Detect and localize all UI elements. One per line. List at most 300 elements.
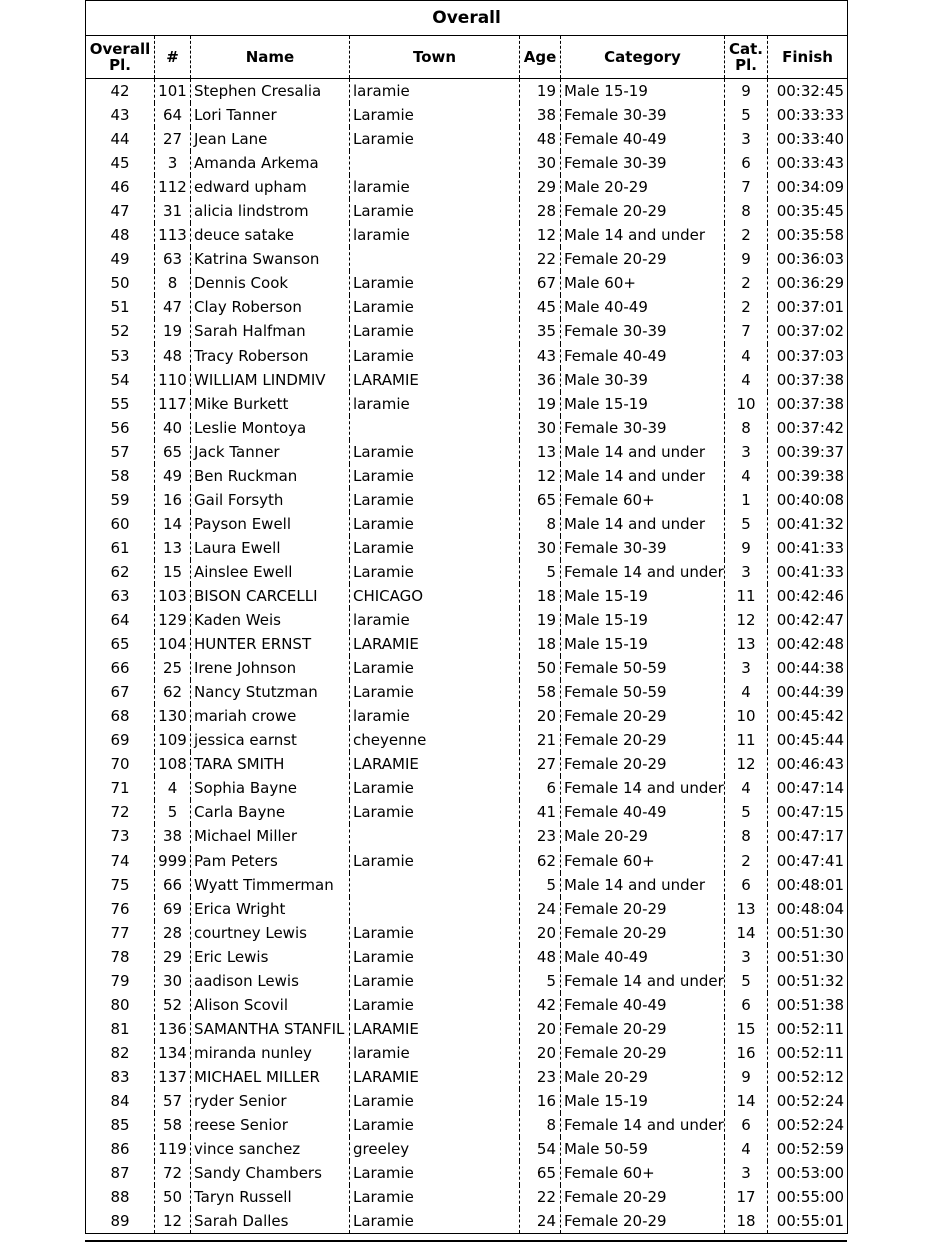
category-cell: Female 14 and under [561, 969, 725, 993]
table-row [86, 1209, 848, 1234]
table-row [86, 512, 848, 536]
finish-time-cell: 00:52:12 [768, 1065, 848, 1089]
category-place-cell: 6 [725, 1113, 768, 1137]
overall-place-cell: 61 [110, 538, 130, 557]
table-row [86, 151, 848, 175]
age-cell: 58 [520, 680, 561, 704]
name-cell: Jean Lane [191, 127, 350, 151]
category-place-cell: 14 [725, 921, 768, 945]
age-cell: 8 [520, 1113, 561, 1137]
bib-cell: 52 [155, 993, 191, 1017]
table-row [86, 247, 848, 271]
age-cell: 22 [520, 1185, 561, 1209]
category-cell: Female 40-49 [561, 800, 725, 824]
town-cell: Laramie [350, 344, 520, 368]
overall-place-cell: 43 [110, 106, 130, 125]
town-cell: laramie [350, 704, 520, 728]
bib-cell: 49 [155, 464, 191, 488]
category-cell: Male 15-19 [561, 1089, 725, 1113]
table-row [86, 849, 848, 873]
table-row [86, 704, 848, 728]
table-row [86, 608, 848, 632]
category-place-cell: 9 [725, 247, 768, 271]
table-row [86, 824, 848, 848]
finish-time-cell: 00:37:38 [768, 368, 848, 392]
name-cell: Erica Wright [191, 897, 350, 921]
age-cell: 30 [520, 416, 561, 440]
age-cell: 36 [520, 368, 561, 392]
name-cell: Lori Tanner [191, 103, 350, 127]
table-row [86, 656, 848, 680]
category-place-cell: 4 [725, 680, 768, 704]
table-row [86, 921, 848, 945]
table-row [86, 969, 848, 993]
category-place-cell: 9 [725, 1065, 768, 1089]
name-cell: HUNTER ERNST [191, 632, 350, 656]
name-cell: Eric Lewis [191, 945, 350, 969]
category-place-cell: 18 [725, 1209, 768, 1234]
overall-place-cell: 87 [110, 1164, 130, 1183]
town-cell: Laramie [350, 464, 520, 488]
finish-time-cell: 00:53:00 [768, 1161, 848, 1185]
overall-place-cell: 89 [110, 1212, 130, 1231]
finish-time-cell: 00:45:42 [768, 704, 848, 728]
category-place-cell: 6 [725, 873, 768, 897]
overall-place-cell: 78 [110, 947, 130, 966]
name-cell: Sarah Dalles [191, 1209, 350, 1234]
category-place-cell: 6 [725, 993, 768, 1017]
age-cell: 54 [520, 1137, 561, 1161]
category-cell: Female 50-59 [561, 656, 725, 680]
category-cell: Female 40-49 [561, 344, 725, 368]
finish-time-cell: 00:46:43 [768, 752, 848, 776]
name-cell: Stephen Cresalia [191, 79, 350, 104]
table-row [86, 392, 848, 416]
town-cell: Laramie [350, 1185, 520, 1209]
finish-time-cell: 00:37:42 [768, 416, 848, 440]
table-row [86, 127, 848, 151]
results-table [85, 0, 848, 1234]
category-place-cell: 3 [725, 1161, 768, 1185]
bib-cell: 31 [155, 199, 191, 223]
finish-time-cell: 00:41:32 [768, 512, 848, 536]
category-place-cell: 9 [725, 79, 768, 104]
town-cell: greeley [350, 1137, 520, 1161]
category-place-cell: 15 [725, 1017, 768, 1041]
category-place-cell: 3 [725, 127, 768, 151]
category-place-cell: 2 [725, 849, 768, 873]
category-cell: Male 20-29 [561, 1065, 725, 1089]
bib-cell: 29 [155, 945, 191, 969]
overall-place-cell: 50 [110, 274, 130, 293]
category-cell: Female 20-29 [561, 728, 725, 752]
age-cell: 12 [520, 464, 561, 488]
overall-place-cell: 44 [110, 130, 130, 149]
town-cell: laramie [350, 223, 520, 247]
category-place-cell: 10 [725, 704, 768, 728]
category-cell: Female 14 and under [561, 776, 725, 800]
category-cell: Female 14 and under [561, 560, 725, 584]
category-place-cell: 2 [725, 271, 768, 295]
name-cell: aadison Lewis [191, 969, 350, 993]
category-place-cell: 4 [725, 464, 768, 488]
name-cell: Sophia Bayne [191, 776, 350, 800]
category-place-cell: 3 [725, 656, 768, 680]
town-cell: Laramie [350, 945, 520, 969]
table-row [86, 1041, 848, 1065]
age-cell: 21 [520, 728, 561, 752]
category-cell: Female 20-29 [561, 199, 725, 223]
town-cell: LARAMIE [350, 368, 520, 392]
town-cell: laramie [350, 608, 520, 632]
overall-place-cell: 77 [110, 923, 130, 942]
finish-time-cell: 00:51:32 [768, 969, 848, 993]
bib-cell: 58 [155, 1113, 191, 1137]
age-cell: 20 [520, 921, 561, 945]
name-cell: Irene Johnson [191, 656, 350, 680]
age-cell: 35 [520, 319, 561, 343]
category-place-cell: 8 [725, 824, 768, 848]
finish-time-cell: 00:33:40 [768, 127, 848, 151]
bib-cell: 27 [155, 127, 191, 151]
age-cell: 12 [520, 223, 561, 247]
bib-cell: 64 [155, 103, 191, 127]
town-cell: Laramie [350, 103, 520, 127]
name-cell: Taryn Russell [191, 1185, 350, 1209]
age-cell: 6 [520, 776, 561, 800]
finish-time-cell: 00:42:48 [768, 632, 848, 656]
finish-time-cell: 00:44:38 [768, 656, 848, 680]
category-place-cell: 4 [725, 1137, 768, 1161]
age-cell: 48 [520, 945, 561, 969]
overall-place-cell: 65 [110, 635, 130, 654]
finish-time-cell: 00:41:33 [768, 560, 848, 584]
age-cell: 30 [520, 151, 561, 175]
finish-time-cell: 00:47:41 [768, 849, 848, 873]
bib-cell: 50 [155, 1185, 191, 1209]
col-header-category-place: Cat. Pl. [725, 36, 768, 79]
category-place-cell: 17 [725, 1185, 768, 1209]
table-row [86, 416, 848, 440]
bib-cell: 72 [155, 1161, 191, 1185]
bib-cell: 48 [155, 344, 191, 368]
finish-time-cell: 00:52:24 [768, 1089, 848, 1113]
table-row [86, 368, 848, 392]
category-place-cell: 5 [725, 512, 768, 536]
overall-place-cell: 72 [110, 803, 130, 822]
table-row [86, 1185, 848, 1209]
category-cell: Male 20-29 [561, 175, 725, 199]
table-row [86, 295, 848, 319]
category-cell: Female 30-39 [561, 536, 725, 560]
town-cell: Laramie [350, 560, 520, 584]
category-cell: Male 40-49 [561, 945, 725, 969]
name-cell: deuce satake [191, 223, 350, 247]
name-cell: mariah crowe [191, 704, 350, 728]
town-cell: LARAMIE [350, 752, 520, 776]
overall-place-cell: 83 [110, 1067, 130, 1086]
town-cell: Laramie [350, 536, 520, 560]
overall-place-cell: 46 [110, 178, 130, 197]
overall-place-cell: 85 [110, 1116, 130, 1135]
bib-cell: 13 [155, 536, 191, 560]
table-row [86, 632, 848, 656]
finish-time-cell: 00:39:38 [768, 464, 848, 488]
category-cell: Female 40-49 [561, 127, 725, 151]
finish-time-cell: 00:34:09 [768, 175, 848, 199]
town-cell: Laramie [350, 199, 520, 223]
category-place-cell: 6 [725, 151, 768, 175]
finish-time-cell: 00:55:01 [768, 1209, 848, 1234]
table-row [86, 1065, 848, 1089]
category-place-cell: 3 [725, 945, 768, 969]
finish-time-cell: 00:47:14 [768, 776, 848, 800]
age-cell: 19 [520, 608, 561, 632]
name-cell: Alison Scovil [191, 993, 350, 1017]
table-row [86, 897, 848, 921]
town-cell: laramie [350, 392, 520, 416]
bib-cell: 137 [155, 1065, 191, 1089]
table-row [86, 776, 848, 800]
category-place-cell: 5 [725, 103, 768, 127]
table-row [86, 800, 848, 824]
finish-time-cell: 00:42:46 [768, 584, 848, 608]
bib-cell: 66 [155, 873, 191, 897]
age-cell: 20 [520, 704, 561, 728]
table-row [86, 464, 848, 488]
finish-time-cell: 00:44:39 [768, 680, 848, 704]
category-place-cell: 8 [725, 199, 768, 223]
bib-cell: 25 [155, 656, 191, 680]
town-cell: Laramie [350, 921, 520, 945]
overall-place-cell: 67 [110, 683, 130, 702]
age-cell: 5 [520, 560, 561, 584]
bib-cell: 129 [155, 608, 191, 632]
category-place-cell: 2 [725, 295, 768, 319]
overall-place-cell: 57 [110, 442, 130, 461]
category-cell: Female 20-29 [561, 1185, 725, 1209]
town-cell [350, 873, 520, 897]
age-cell: 62 [520, 849, 561, 873]
table-row [86, 584, 848, 608]
town-cell: Laramie [350, 295, 520, 319]
category-place-cell: 2 [725, 223, 768, 247]
age-cell: 65 [520, 1161, 561, 1185]
table-row [86, 560, 848, 584]
table-row [86, 344, 848, 368]
bib-cell: 8 [155, 271, 191, 295]
category-cell: Male 14 and under [561, 512, 725, 536]
name-cell: Payson Ewell [191, 512, 350, 536]
age-cell: 24 [520, 1209, 561, 1234]
finish-time-cell: 00:45:44 [768, 728, 848, 752]
age-cell: 48 [520, 127, 561, 151]
category-cell: Male 20-29 [561, 824, 725, 848]
name-cell: Carla Bayne [191, 800, 350, 824]
name-cell: reese Senior [191, 1113, 350, 1137]
name-cell: Mike Burkett [191, 392, 350, 416]
town-cell: Laramie [350, 512, 520, 536]
town-cell: cheyenne [350, 728, 520, 752]
finish-time-cell: 00:55:00 [768, 1185, 848, 1209]
col-header-bib: # [155, 36, 191, 79]
category-place-cell: 16 [725, 1041, 768, 1065]
bib-cell: 62 [155, 680, 191, 704]
name-cell: jessica earnst [191, 728, 350, 752]
town-cell: Laramie [350, 1089, 520, 1113]
name-cell: WILLIAM LINDMIV [191, 368, 350, 392]
bib-cell: 69 [155, 897, 191, 921]
town-cell: Laramie [350, 800, 520, 824]
finish-time-cell: 00:33:33 [768, 103, 848, 127]
age-cell: 18 [520, 632, 561, 656]
age-cell: 5 [520, 969, 561, 993]
category-place-cell: 13 [725, 897, 768, 921]
town-cell: Laramie [350, 969, 520, 993]
table-row [86, 680, 848, 704]
category-cell: Male 15-19 [561, 584, 725, 608]
town-cell: Laramie [350, 849, 520, 873]
category-cell: Male 40-49 [561, 295, 725, 319]
bib-cell: 130 [155, 704, 191, 728]
age-cell: 20 [520, 1041, 561, 1065]
age-cell: 19 [520, 392, 561, 416]
bib-cell: 5 [155, 800, 191, 824]
category-cell: Female 20-29 [561, 1041, 725, 1065]
town-cell: Laramie [350, 680, 520, 704]
name-cell: TARA SMITH [191, 752, 350, 776]
category-cell: Female 30-39 [561, 103, 725, 127]
town-cell [350, 151, 520, 175]
name-cell: SAMANTHA STANFIL [191, 1017, 350, 1041]
finish-time-cell: 00:47:17 [768, 824, 848, 848]
name-cell: Dennis Cook [191, 271, 350, 295]
category-cell: Male 14 and under [561, 440, 725, 464]
overall-place-cell: 73 [110, 827, 130, 846]
overall-place-cell: 81 [110, 1019, 130, 1038]
finish-time-cell: 00:41:33 [768, 536, 848, 560]
category-cell: Female 60+ [561, 488, 725, 512]
category-place-cell: 4 [725, 776, 768, 800]
town-cell: Laramie [350, 993, 520, 1017]
category-cell: Female 20-29 [561, 1017, 725, 1041]
name-cell: courtney Lewis [191, 921, 350, 945]
bib-cell: 101 [155, 79, 191, 104]
overall-place-cell: 55 [110, 394, 130, 413]
name-cell: Tracy Roberson [191, 344, 350, 368]
finish-time-cell: 00:52:24 [768, 1113, 848, 1137]
overall-place-cell: 66 [110, 659, 130, 678]
overall-place-cell: 71 [110, 779, 130, 798]
name-cell: Clay Roberson [191, 295, 350, 319]
overall-place-cell: 54 [110, 370, 130, 389]
overall-place-cell: 84 [110, 1091, 130, 1110]
bib-cell: 104 [155, 632, 191, 656]
overall-place-cell: 70 [110, 755, 130, 774]
bottom-rule [85, 1240, 847, 1242]
bib-cell: 38 [155, 824, 191, 848]
overall-place-cell: 56 [110, 418, 130, 437]
category-cell: Female 20-29 [561, 704, 725, 728]
bib-cell: 109 [155, 728, 191, 752]
name-cell: Katrina Swanson [191, 247, 350, 271]
overall-place-cell: 80 [110, 995, 130, 1014]
overall-place-cell: 86 [110, 1140, 130, 1159]
town-cell: Laramie [350, 319, 520, 343]
category-place-cell: 3 [725, 560, 768, 584]
table-row [86, 175, 848, 199]
overall-place-cell: 47 [110, 202, 130, 221]
town-cell: Laramie [350, 776, 520, 800]
age-cell: 27 [520, 752, 561, 776]
category-cell: Female 40-49 [561, 993, 725, 1017]
bib-cell: 47 [155, 295, 191, 319]
finish-time-cell: 00:48:01 [768, 873, 848, 897]
category-cell: Female 20-29 [561, 752, 725, 776]
bib-cell: 108 [155, 752, 191, 776]
overall-place-cell: 62 [110, 562, 130, 581]
table-row [86, 993, 848, 1017]
category-cell: Male 50-59 [561, 1137, 725, 1161]
name-cell: Sandy Chambers [191, 1161, 350, 1185]
table-row [86, 1017, 848, 1041]
bib-cell: 117 [155, 392, 191, 416]
finish-time-cell: 00:52:11 [768, 1017, 848, 1041]
finish-time-cell: 00:37:02 [768, 319, 848, 343]
finish-time-cell: 00:35:45 [768, 199, 848, 223]
bib-cell: 12 [155, 1209, 191, 1234]
town-cell: Laramie [350, 1113, 520, 1137]
name-cell: vince sanchez [191, 1137, 350, 1161]
town-cell: Laramie [350, 488, 520, 512]
age-cell: 13 [520, 440, 561, 464]
age-cell: 41 [520, 800, 561, 824]
age-cell: 42 [520, 993, 561, 1017]
name-cell: Leslie Montoya [191, 416, 350, 440]
name-cell: Kaden Weis [191, 608, 350, 632]
table-row [86, 1113, 848, 1137]
table-row [86, 536, 848, 560]
town-cell: Laramie [350, 656, 520, 680]
finish-time-cell: 00:40:08 [768, 488, 848, 512]
name-cell: BISON CARCELLI [191, 584, 350, 608]
table-row [86, 1161, 848, 1185]
age-cell: 50 [520, 656, 561, 680]
overall-place-cell: 64 [110, 611, 130, 630]
name-cell: Ben Ruckman [191, 464, 350, 488]
town-cell: Laramie [350, 127, 520, 151]
overall-place-cell: 52 [110, 322, 130, 341]
town-cell: laramie [350, 175, 520, 199]
col-header-finish: Finish [768, 36, 848, 79]
name-cell: Wyatt Timmerman [191, 873, 350, 897]
bib-cell: 3 [155, 151, 191, 175]
town-cell: Laramie [350, 271, 520, 295]
category-place-cell: 7 [725, 175, 768, 199]
town-cell: LARAMIE [350, 1065, 520, 1089]
table-row [86, 79, 848, 104]
overall-place-cell: 76 [110, 899, 130, 918]
table-row [86, 319, 848, 343]
town-cell: CHICAGO [350, 584, 520, 608]
category-cell: Female 60+ [561, 849, 725, 873]
bib-cell: 103 [155, 584, 191, 608]
overall-place-cell: 82 [110, 1043, 130, 1062]
bib-cell: 16 [155, 488, 191, 512]
age-cell: 18 [520, 584, 561, 608]
category-place-cell: 10 [725, 392, 768, 416]
bib-cell: 19 [155, 319, 191, 343]
